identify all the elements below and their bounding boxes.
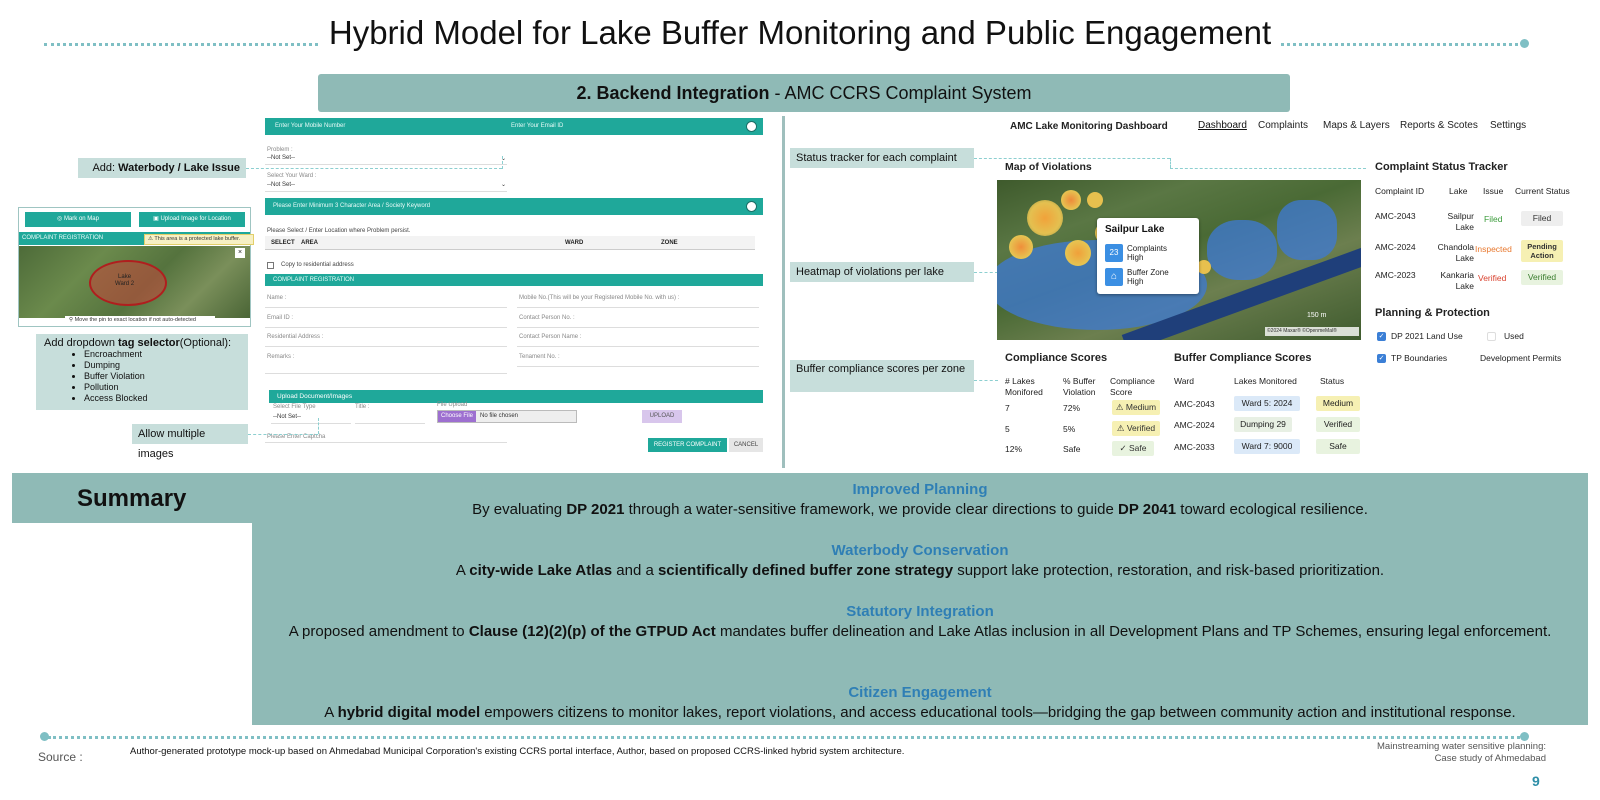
ward-underline (265, 191, 507, 192)
status-badge: Filed (1521, 211, 1563, 226)
ccrs-form-panel (265, 118, 780, 466)
summary-heading: Citizen Engagement (848, 684, 992, 701)
status-badge: Pending Action (1521, 240, 1563, 262)
summary-heading: Waterbody Conservation (831, 542, 1009, 559)
tenament-field[interactable]: Tenament No. : (519, 354, 560, 360)
connector-line (974, 272, 998, 273)
tag-item: • Pollution (84, 382, 240, 393)
complaint-lake: Chandola Lake (1437, 242, 1474, 263)
summary-text: A hybrid digital model empowers citizens to monitor lakes, report violations, and access educational tools—bridging the gap between community action and institutional response. (324, 704, 1516, 721)
mark-on-map-button[interactable]: ◎ Mark on Map (25, 212, 131, 227)
pin-hint: ⚲ Move the pin to exact location if not auto-detected (65, 316, 215, 325)
status-badge: Verified (1316, 417, 1360, 432)
buffer-header: Status (1320, 376, 1345, 386)
chevron-down-icon[interactable]: ⌄ (501, 182, 507, 188)
file-type-select[interactable]: --Not Set-- (273, 414, 302, 420)
popup-buffer-zone: Buffer Zone High (1127, 268, 1169, 286)
title-field[interactable]: Title : (355, 404, 370, 410)
summary-label: Summary (12, 473, 252, 523)
used-checkbox[interactable] (1487, 332, 1496, 341)
buffer-lakes: Ward 5: 2024 (1234, 396, 1300, 411)
divider (517, 327, 759, 328)
tracker-title: Complaint Status Tracker (1375, 161, 1508, 173)
divider (265, 373, 507, 374)
buffer-ward: AMC-2043 (1174, 399, 1215, 409)
connector-line (318, 418, 319, 434)
copy-address-label: Copy to residential address (281, 262, 354, 268)
summary-heading: Statutory Integration (846, 603, 994, 620)
dashboard-brand: AMC Lake Monitoring Dashboard (1010, 121, 1168, 132)
heat-spot[interactable] (1065, 240, 1091, 266)
heat-spot[interactable] (1009, 235, 1033, 259)
planning-title: Planning & Protection (1375, 307, 1490, 319)
captcha-field[interactable]: Please Enter Captcha (267, 434, 326, 440)
heat-spot[interactable] (1027, 200, 1063, 236)
copy-address-checkbox[interactable] (267, 262, 274, 269)
complaint-id[interactable]: AMC-2023 (1375, 270, 1416, 280)
file-input[interactable] (437, 410, 577, 423)
complaint-count-badge: 23 (1105, 244, 1123, 262)
file-type-label: Select File Type (273, 404, 316, 410)
compliance-header: # Lakes Monifored (1005, 376, 1043, 397)
cancel-button[interactable]: CANCEL (729, 438, 763, 452)
popup-complaints: Complaints High (1127, 244, 1168, 262)
compliance-header: % Buffer Violation (1063, 376, 1096, 397)
compliance-header: Compliance Score (1110, 376, 1155, 397)
tp-boundaries-checkbox[interactable]: ✓ (1378, 355, 1385, 362)
complaint-registration-bar: COMPLAINT REGISTRATION (265, 274, 763, 286)
search-icon[interactable] (746, 121, 757, 132)
buffer-lakes: Dumping 29 (1234, 417, 1292, 432)
source-label: Source : (38, 750, 83, 764)
buffer-ward: AMC-2033 (1174, 442, 1215, 452)
divider (265, 307, 507, 308)
connector-line (248, 434, 318, 435)
complaint-id[interactable]: AMC-2043 (1375, 211, 1416, 221)
status-badge: Safe (1316, 439, 1360, 454)
complaint-issue: Verified (1478, 273, 1507, 283)
thumb-registration-bar: COMPLAINT REGISTRATION (19, 232, 250, 245)
mobile-input[interactable]: Enter Your Mobile Number (275, 123, 346, 129)
ward-label: Select Your Ward : (267, 173, 317, 179)
summary-text: A proposed amendment to Clause (12)(2)(p) of the GTPUD Act mandates buffer delineation and Lake Atlas inclusion in all Development Plans and TP Schemes, ensuring legal enforcement. (288, 623, 1552, 640)
upload-image-button[interactable]: ▣ Upload Image for Location (139, 212, 245, 227)
complaint-issue: Filed (1484, 214, 1503, 224)
tag-item: • Buffer Violation (84, 371, 240, 382)
compliance-cell: 7 (1005, 403, 1010, 413)
map-attribution: ©2024 Maxar® ©OpenmeMal® (1265, 327, 1359, 336)
nav-dashboard[interactable]: Dashboard (1198, 120, 1247, 131)
status-badge: Verified (1521, 270, 1563, 285)
contact-name-field[interactable]: Contact Person Name : (519, 334, 582, 340)
compliance-cell: 5 (1005, 424, 1010, 434)
heat-spot[interactable] (1061, 190, 1081, 210)
tracker-header: Lake (1449, 186, 1468, 196)
heat-spot[interactable] (1087, 192, 1103, 208)
upload-docs-bar: Upload Document/Images (269, 390, 763, 403)
complaint-id[interactable]: AMC-2024 (1375, 242, 1416, 252)
summary-heading: Improved Planning (852, 481, 988, 498)
residential-address-field[interactable]: Residential Address : (267, 334, 324, 340)
tag-list (44, 349, 240, 404)
compliance-title: Compliance Scores (1005, 352, 1108, 364)
tracker-header: Complaint ID (1375, 186, 1425, 196)
problem-underline (265, 164, 507, 165)
divider (265, 346, 507, 347)
register-complaint-button[interactable]: REGISTER COMPLAINT (648, 438, 727, 452)
choose-file-button[interactable]: Choose File (438, 411, 476, 422)
location-label: Please Select / Enter Location where Problem persist. (267, 228, 411, 234)
tracker-header: Current Status (1515, 186, 1570, 196)
complaint-lake: Sailpur Lake (1447, 211, 1474, 232)
source-text: Author-generated prototype mock-up based on Ahmedabad Municipal Corporation's existing CCRS portal interface, Author, based on proposed CCRS-linked hybrid system architecture. (130, 746, 905, 757)
nav-maps-layers[interactable]: Maps & Layers (1323, 120, 1390, 131)
buffer-lakes: Ward 7: 9000 (1234, 439, 1300, 454)
problem-label: Problem : (267, 147, 293, 153)
summary-text: By evaluating DP 2021 through a water-sensitive framework, we provide clear directions to guide DP 2041 toward ecological resilience. (472, 501, 1368, 518)
divider (265, 327, 507, 328)
upload-button[interactable]: UPLOAD (642, 410, 682, 423)
complaint-lake: Kankaria Lake (1440, 270, 1474, 291)
map-scale: 150 m (1307, 312, 1327, 319)
nav-settings[interactable]: Settings (1490, 120, 1527, 131)
divider (517, 307, 759, 308)
section-header: 2. Backend Integration - AMC CCRS Complaint System (318, 74, 1290, 112)
connector-line (974, 380, 998, 381)
footer-dotted-rule (48, 736, 1520, 739)
tag-item: • Encroachment (84, 349, 240, 360)
compliance-cell: 12% (1005, 444, 1023, 454)
search-icon[interactable] (746, 201, 757, 212)
planning-item: TP Boundaries (1391, 353, 1448, 363)
file-upload-label: File Upload (437, 402, 468, 408)
ward-select[interactable]: --Not Set-- (267, 182, 296, 188)
lake-shape (1277, 200, 1337, 260)
lake-label: Lake Ward 2 (115, 274, 135, 287)
name-field[interactable]: Name : (267, 295, 287, 301)
map-title: Map of Violations (1005, 161, 1092, 173)
connector-line (502, 156, 503, 169)
chevron-down-icon[interactable]: ⌄ (501, 156, 507, 162)
panel-divider (782, 116, 785, 468)
target-icon: ◎ (57, 216, 64, 222)
compliance-badge: ⚠ Medium (1112, 400, 1160, 415)
annotation-multiple-images: Allow multiple images (132, 424, 248, 444)
protected-buffer-warning: ⚠ This area is a protected lake buffer. (144, 234, 254, 245)
nav-complaints[interactable]: Complaints (1258, 120, 1309, 131)
tracker-header: Issue (1483, 186, 1504, 196)
lake-shape (1207, 220, 1277, 280)
divider (517, 346, 759, 347)
popup-title: Sailpur Lake (1105, 224, 1165, 235)
connector-line (1170, 158, 1171, 168)
compliance-badge: ✓ Safe (1112, 441, 1154, 456)
planning-item: Used (1504, 331, 1524, 341)
summary-text: A city-wide Lake Atlas and a scientifically defined buffer zone strategy support lake protection, restoration, and risk-based prioritization. (455, 562, 1385, 579)
remarks-field[interactable]: Remarks : (267, 354, 295, 360)
buffer-header: Ward (1174, 376, 1194, 386)
heat-spot[interactable] (1197, 260, 1211, 274)
divider (271, 423, 351, 424)
home-icon: ⌂ (1105, 268, 1123, 286)
contact-no-field[interactable]: Contact Person No. : (519, 315, 575, 321)
annotation-status-tracker: Status tracker for each complaint (790, 148, 974, 168)
buffer-title: Buffer Compliance Scores (1174, 352, 1312, 364)
tag-item: • Access Blocked (84, 393, 240, 404)
annotation-tag-selector: Add dropdown tag selector(Optional): • Encroachment • Dumping • Buffer Violation • Pollution • Access Blocked (36, 334, 248, 410)
footer-title-line2: Case study of Ahmedabad (1434, 753, 1546, 764)
violations-heatmap[interactable] (997, 180, 1361, 340)
complaint-map-thumbnail (18, 207, 251, 327)
connector-line (246, 168, 502, 169)
file-name: No file chosen (480, 413, 519, 419)
connector-line (1170, 168, 1366, 169)
complaint-issue: Inspected (1475, 244, 1512, 254)
dp2021-checkbox[interactable]: ✓ (1378, 333, 1385, 340)
connector-line (974, 158, 1170, 159)
lake-popup[interactable] (1097, 218, 1199, 294)
email-id-field[interactable]: Email ID : (267, 315, 294, 321)
area-search-bar[interactable]: Please Enter Minimum 3 Character Area / Society Keyword (265, 198, 763, 215)
annotation-add-waterbody: Add: Waterbody / Lake Issue (78, 158, 246, 178)
footer-title-line1: Mainstreaming water sensitive planning: (1377, 741, 1546, 752)
page-number: 9 (1532, 773, 1540, 789)
annotation-heatmap: Heatmap of violations per lake (790, 262, 974, 282)
divider (517, 366, 759, 367)
compliance-cell: 5% (1063, 424, 1076, 434)
planning-item: Development Permits (1480, 353, 1562, 363)
image-icon: ▣ (153, 216, 161, 222)
annotation-buffer-scores: Buffer compliance scores per zone (790, 360, 974, 392)
area-table-header: SELECT AREA WARD ZONE (265, 236, 755, 250)
divider (355, 423, 425, 424)
tag-item: • Dumping (84, 360, 240, 371)
contact-bar (265, 118, 763, 135)
footer-rule-end-dot (1520, 732, 1529, 741)
divider (265, 442, 507, 443)
close-icon[interactable]: × (235, 248, 245, 258)
buffer-header: Lakes Monitored (1234, 376, 1297, 386)
page-title: Hybrid Model for Lake Buffer Monitoring and Public Engagement (0, 14, 1600, 52)
problem-select[interactable]: --Not Set-- (267, 155, 296, 161)
email-input[interactable]: Enter Your Email ID (511, 123, 564, 129)
compliance-badge: ⚠ Verified (1112, 421, 1160, 436)
status-badge: Medium (1316, 396, 1360, 411)
buffer-ward: AMC-2024 (1174, 420, 1215, 430)
compliance-cell: 72% (1063, 403, 1081, 413)
planning-item: DP 2021 Land Use (1391, 331, 1463, 341)
nav-reports[interactable]: Reports & Scotes (1400, 120, 1478, 131)
mobile-no-field[interactable]: Mobile No.(This will be your Registered Mobile No. with us) : (519, 295, 680, 301)
compliance-cell: Safe (1063, 444, 1081, 454)
